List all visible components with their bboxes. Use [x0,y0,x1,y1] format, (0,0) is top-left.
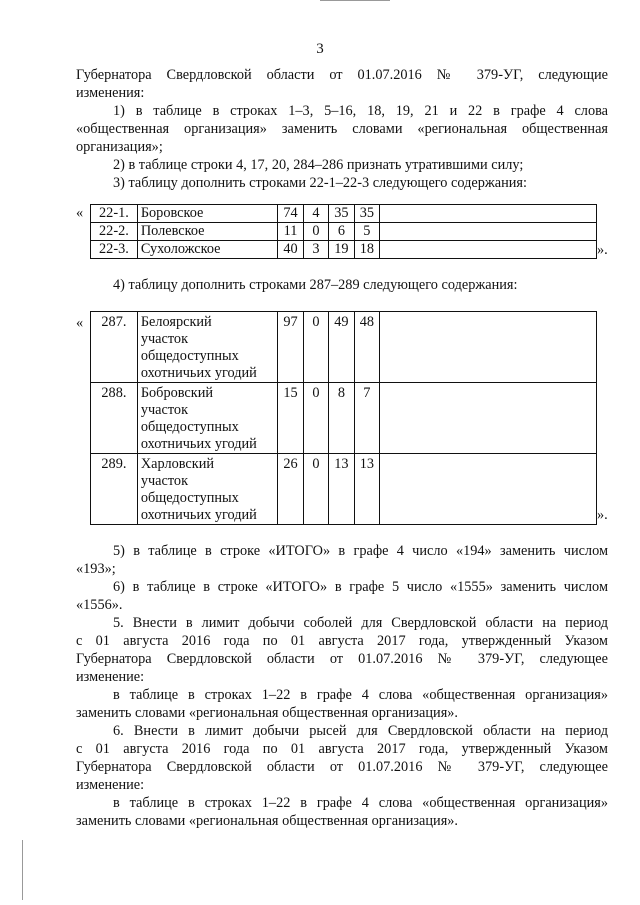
table-rows-287 [90,311,597,525]
table-row [91,312,597,383]
empty-cell [380,205,597,223]
value-cell: 48 [354,312,379,383]
table-row [91,241,597,259]
table2-close-quote: ». [597,507,608,523]
amendment-item-2: 2) в таблице строки 4, 17, 20, 284–286 признать утратившими силу; [113,157,524,173]
area-name-line: участок [140,473,189,489]
section-5-line-3: Губернатора Свердловской области от 01.07.2016 № 379-УГ, следующее [76,651,608,667]
value-cell: 35 [329,205,354,223]
value-cell: 0 [303,454,328,525]
section-6-line-2: с 01 августа 2016 года по 01 августа 2017 года, утвержденный Указом [76,741,608,757]
section-5-item-line-2: заменить словами «региональная общественная организация». [76,705,459,721]
amendment-item-1-line-3: организация»; [76,139,163,155]
area-name [137,383,277,454]
value-cell: 40 [278,241,303,259]
value-cell: 0 [303,312,328,383]
row-number: 287. [91,312,138,383]
value-cell: 8 [329,383,354,454]
area-name: Сухоложское [137,241,277,259]
row-number: 288. [91,383,138,454]
area-name-line: охотничьих угодий [140,436,257,452]
value-cell: 5 [354,223,379,241]
amendment-item-5-line-2: «193»; [76,561,116,577]
value-cell: 7 [354,383,379,454]
value-cell: 6 [329,223,354,241]
value-cell: 19 [329,241,354,259]
empty-cell [380,312,597,383]
section-6-line-4: изменение: [76,777,145,793]
empty-cell [380,454,597,525]
amendment-item-1-line-1: 1) в таблице в строках 1–3, 5–16, 18, 19, 21 и 22 в графе 4 слова [113,103,608,119]
value-cell: 13 [329,454,354,525]
area-name: Полевское [137,223,277,241]
section-5-line-4: изменение: [76,669,145,685]
section-6-line-3: Губернатора Свердловской области от 01.07.2016 № 379-УГ, следующее [76,759,608,775]
area-name-line: охотничьих угодий [140,365,257,381]
amendment-item-3: 3) таблицу дополнить строками 22-1–22-3 следующего содержания: [113,175,527,191]
row-number: 22-1. [91,205,138,223]
value-cell: 15 [278,383,303,454]
value-cell: 18 [354,241,379,259]
section-6-item-line-2: заменить словами «региональная общественная организация». [76,813,459,829]
row-number: 22-3. [91,241,138,259]
section-5-line-1: 5. Внести в лимит добычи соболей для Свердловской области на период [113,615,608,631]
value-cell: 13 [354,454,379,525]
amendment-item-4: 4) таблицу дополнить строками 287–289 следующего содержания: [113,277,518,293]
value-cell: 0 [303,223,328,241]
table2-open-quote: « [76,315,84,331]
value-cell: 35 [354,205,379,223]
amendment-item-1-line-2: «общественная организация» заменить словами «региональная общественная [76,121,608,137]
section-6-line-1: 6. Внести в лимит добычи рысей для Свердловской области на период [113,723,608,739]
scan-artifact-left [22,840,23,900]
table1-open-quote: « [76,205,84,221]
table-row [91,223,597,241]
area-name: Боровское [137,205,277,223]
empty-cell [380,383,597,454]
table-rows-22 [90,204,597,259]
area-name-line: Белоярский [140,314,212,330]
area-name [137,454,277,525]
area-name-line: охотничьих угодий [140,507,257,523]
area-name-line: Харловский [140,456,215,472]
table1-close-quote: ». [597,242,608,258]
table-row [91,454,597,525]
area-name-line: общедоступных [140,348,239,364]
intro-line-1: Губернатора Свердловской области от 01.07.2016 № 379-УГ, следующие [76,67,608,83]
value-cell: 11 [278,223,303,241]
page-number: 3 [316,41,324,57]
value-cell: 26 [278,454,303,525]
scan-artifact-top [320,0,390,1]
section-5-line-2: с 01 августа 2016 года по 01 августа 2017 года, утвержденный Указом [76,633,608,649]
area-name-line: участок [140,331,189,347]
empty-cell [380,223,597,241]
area-name-line: Бобровский [140,385,214,401]
intro-line-2: изменения: [76,85,145,101]
amendment-item-6-line-2: «1556». [76,597,123,613]
area-name-line: участок [140,402,189,418]
row-number: 22-2. [91,223,138,241]
value-cell: 0 [303,383,328,454]
value-cell: 3 [303,241,328,259]
value-cell: 4 [303,205,328,223]
amendment-item-5-line-1: 5) в таблице в строке «ИТОГО» в графе 4 число «194» заменить числом [113,543,608,559]
empty-cell [380,241,597,259]
area-name-line: общедоступных [140,419,239,435]
value-cell: 97 [278,312,303,383]
section-6-item-line-1: в таблице в строках 1–22 в графе 4 слова «общественная организация» [113,795,608,811]
value-cell: 74 [278,205,303,223]
amendment-item-6-line-1: 6) в таблице в строке «ИТОГО» в графе 5 число «1555» заменить числом [113,579,608,595]
section-5-item-line-1: в таблице в строках 1–22 в графе 4 слова «общественная организация» [113,687,608,703]
row-number: 289. [91,454,138,525]
value-cell: 49 [329,312,354,383]
area-name [137,312,277,383]
table-row [91,383,597,454]
table-row [91,205,597,223]
area-name-line: общедоступных [140,490,239,506]
